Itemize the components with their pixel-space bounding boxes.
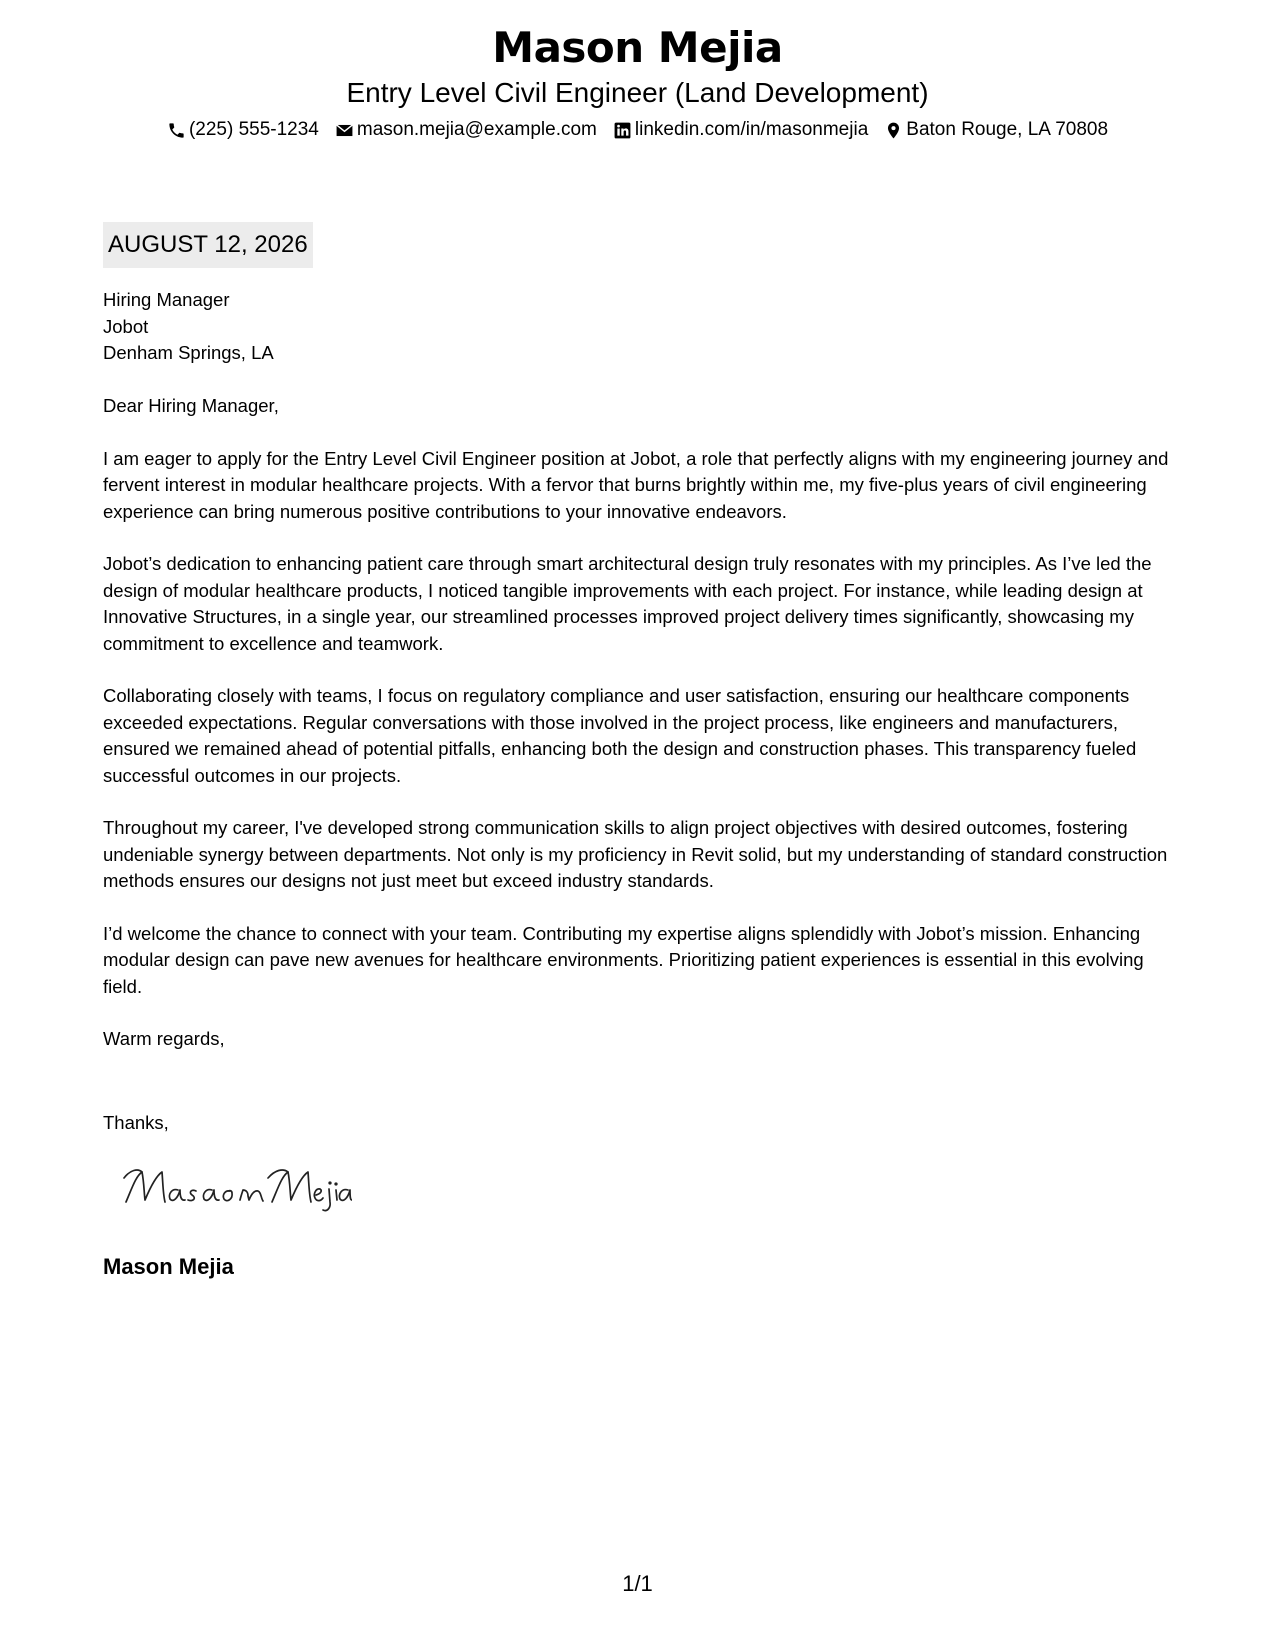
location-text: Baton Rouge, LA 70808 (906, 119, 1109, 140)
handwritten-signature (122, 1158, 352, 1214)
contact-linkedin[interactable] (613, 117, 868, 143)
recipient-location: Denham Springs, LA (103, 342, 274, 363)
page-number: 1/1 (622, 1571, 653, 1596)
paragraph: Throughout my career, I've developed strong communication skills to align project objectives with desired outcomes, fostering undeniable synergy between departments. Not only is my proficiency in Revit solid, but my understanding of standard construction methods ensures our designs not just meet but exceed industry standards. (103, 817, 1168, 891)
closing: Warm regards, (103, 1028, 225, 1049)
recipient-block (103, 287, 274, 367)
phone-number: (225) 555-1234 (188, 119, 319, 140)
linkedin-url[interactable]: linkedin.com/in/masonmejia (634, 119, 869, 140)
resume-header (0, 20, 1275, 143)
job-title: Entry Level Civil Engineer (Land Development) (346, 77, 929, 108)
map-marker-icon (884, 121, 903, 140)
recipient-company: Jobot (103, 315, 149, 337)
paragraph: I am eager to apply for the Entry Level Civil Engineer position at Jobot, a role that perfectly aligns with my engineering journey and fervent interest in modular healthcare projects. With a fervor that burns brightly within me, my five-plus years of civil engineering experience can bring numerous positive contributions to your innovative endeavors. (103, 447, 1169, 522)
contact-bar (0, 117, 1275, 143)
letter-date: AUGUST 12, 2026 (103, 222, 313, 268)
signature-name: Mason Mejia (103, 1254, 234, 1279)
recipient-title: Hiring Manager (103, 289, 230, 310)
contact-location (884, 117, 1108, 143)
paragraph: Collaborating closely with teams, I focus on regulatory compliance and user satisfaction, ensuring our healthcare components exceeded expectations. Regular conversations with those involved in the project process, like engineers and manufacturers, ensured we remained ahead of potential pitfalls, enhancing both the design and construction phases. This transparency fueled successful outcomes in our projects. (103, 685, 1137, 786)
email-address[interactable]: mason.mejia@example.com (356, 119, 597, 140)
letter-body (103, 393, 1183, 1079)
envelope-icon (335, 121, 354, 140)
applicant-name: Mason Mejia (492, 23, 783, 72)
contact-email[interactable] (335, 117, 597, 143)
phone-icon (167, 121, 186, 140)
paragraph: Jobot’s dedication to enhancing patient care through smart architectural design truly resonates with my principles. As I’ve led the design of modular healthcare products, I noticed tangible improvements with each project. For instance, while leading design at Innovative Structures, in a single year, our streamlined processes improved project delivery times significantly, showcasing my commitment to excellence and teamwork. (103, 553, 1152, 654)
contact-phone (167, 117, 319, 143)
salutation: Dear Hiring Manager, (103, 395, 279, 416)
paragraph: I’d welcome the chance to connect with your team. Contributing my expertise aligns splendidly with Jobot’s mission. Enhancing modular design can pave new avenues for healthcare environments. Prioritizing patient experiences is essential in this evolving field. (103, 922, 1144, 997)
linkedin-icon (613, 121, 632, 140)
thanks-line: Thanks, (103, 1112, 169, 1133)
